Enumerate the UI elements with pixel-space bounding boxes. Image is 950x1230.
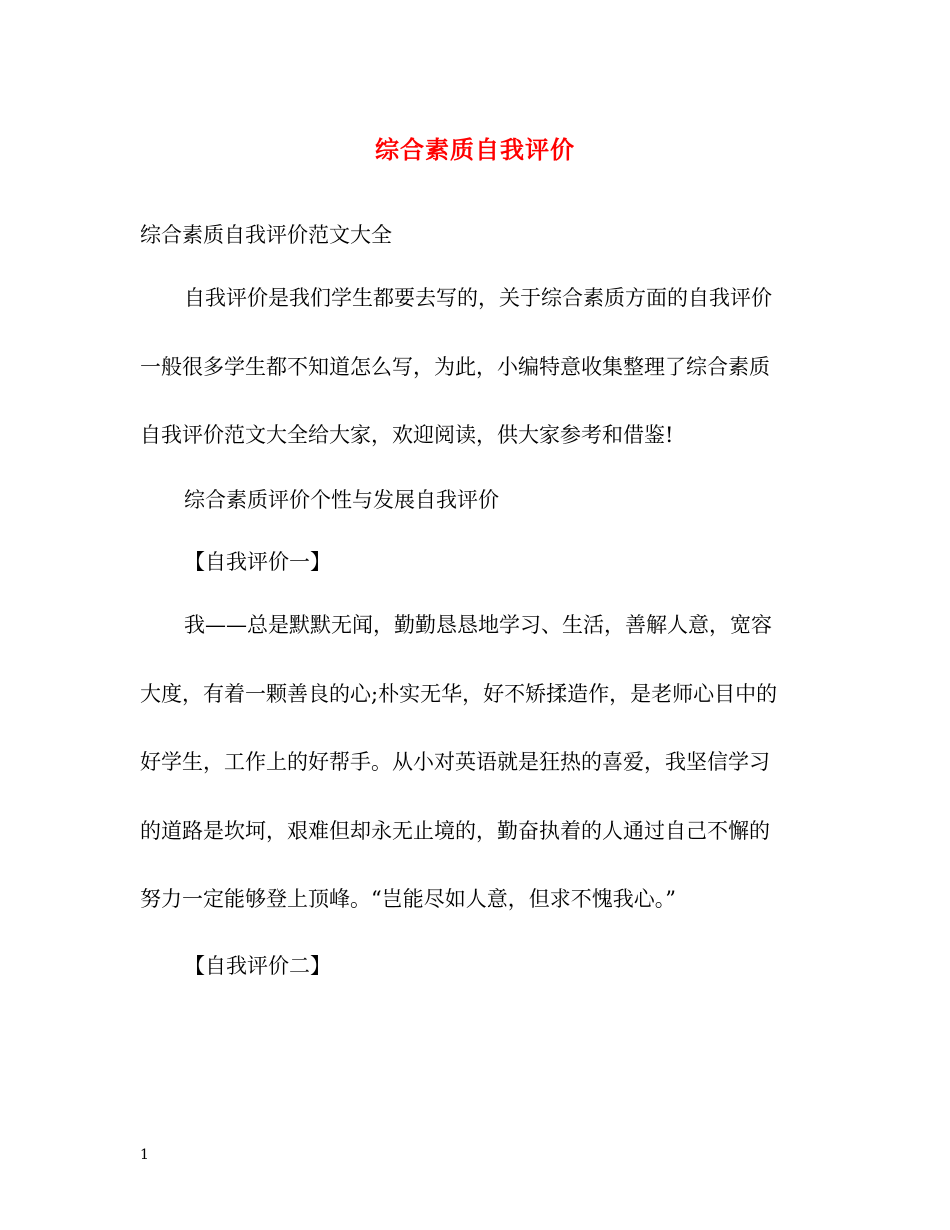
evaluation-one-label: 【自我评价一】 <box>184 550 331 574</box>
intro-line-1: 自我评价是我们学生都要去写的，关于综合素质方面的自我评价 <box>184 286 772 310</box>
evaluation-one-line-4: 的道路是坎坷，艰难但却永无止境的，勤奋执着的人通过自己不懈的 <box>140 819 770 843</box>
evaluation-two-label: 【自我评价二】 <box>184 954 331 978</box>
document-title: 综合素质自我评价 <box>375 135 575 164</box>
evaluation-one-line-5: 努力一定能够登上顶峰。“岂能尽如人意，但求不愧我心。” <box>140 887 676 911</box>
section-heading: 综合素质评价个性与发展自我评价 <box>184 488 499 512</box>
evaluation-one-line-2: 大度，有着一颗善良的心;朴实无华，好不矫揉造作，是老师心目中的 <box>140 682 778 706</box>
intro-line-3: 自我评价范文大全给大家，欢迎阅读，供大家参考和借鉴! <box>140 423 674 447</box>
page-number: 1 <box>140 1147 149 1163</box>
document-subtitle: 综合素质自我评价范文大全 <box>140 223 392 247</box>
evaluation-one-line-3: 好学生，工作上的好帮手。从小对英语就是狂热的喜爱，我坚信学习 <box>140 750 770 774</box>
evaluation-one-line-1: 我——总是默默无闻，勤勤恳恳地学习、生活，善解人意，宽容 <box>184 613 772 637</box>
intro-line-2: 一般很多学生都不知道怎么写，为此，小编特意收集整理了综合素质 <box>140 355 770 379</box>
